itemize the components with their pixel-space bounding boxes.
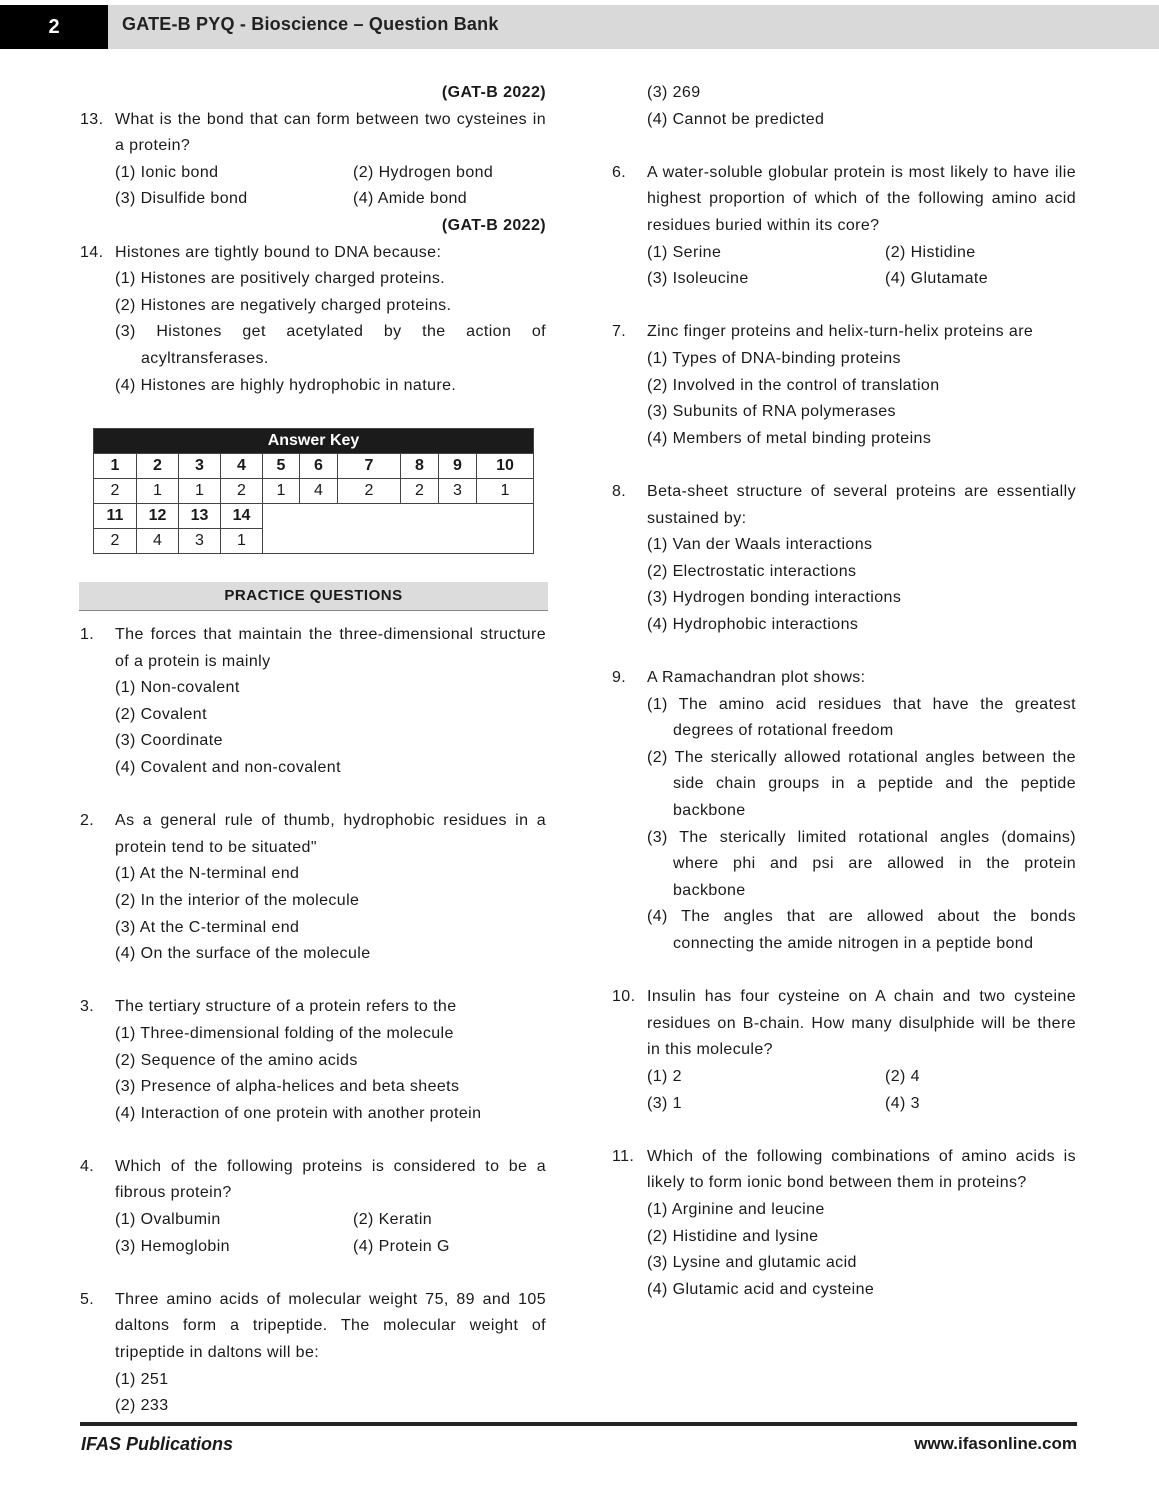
option: (3) Histones get acetylated by the action of acyltransferases. [115,323,546,367]
exam-source: (GAT-B 2022) [441,84,546,101]
options-grid [612,1064,1076,1117]
question-text: Which of the following combinations of amino acids is likely to form ionic bond between them in proteins? [647,1147,1076,1192]
option: (2) Hydrogen bond [353,163,494,181]
option: (2) 4 [885,1067,920,1085]
question-6 [612,160,1076,240]
key-answer: 2 [221,479,263,504]
option: (4) Members of metal binding proteins [647,429,932,447]
option: (4) Glutamic acid and cysteine [647,1280,875,1298]
footer-divider [80,1422,1077,1426]
question-text: The tertiary structure of a protein refers to the [115,998,457,1016]
option: (2) Sequence of the amino acids [115,1051,358,1069]
question-1 [80,622,546,675]
question-4 [80,1154,546,1207]
practice-questions-heading: PRACTICE QUESTIONS [79,582,548,611]
question-number: 1. [80,626,95,643]
option: (1) Van der Waals interactions [647,536,873,554]
key-question: 7 [338,454,401,479]
option: (3) 269 [647,84,701,101]
option: (2) Involved in the control of translation [647,376,940,394]
option: (3) Presence of alpha-helices and beta sheets [115,1078,460,1096]
key-question: 1 [94,454,137,479]
option: (2) The sterically allowed rotational angles between the side chain groups in a peptide and the peptide backbone [647,748,1076,820]
option: (1) Types of DNA-binding proteins [647,349,901,367]
question-10 [612,984,1076,1064]
option: (3) Disulfide bond [115,190,248,208]
question-number: 7. [612,323,627,341]
question-number: 5. [80,1290,95,1308]
page-title: GATE-B PYQ - Bioscience – Question Bank [122,14,499,34]
option: (3) Coordinate [115,732,223,750]
question-2 [80,808,546,861]
option: (1) Arginine and leucine [647,1200,825,1218]
key-answer: 4 [300,479,338,504]
option: (1) Serine [647,243,722,261]
key-answer: 1 [137,479,179,504]
question-text: What is the bond that can form between two cysteines in a protein? [115,110,546,155]
option: (1) The amino acid residues that have the greatest degrees of rotational freedom [647,695,1076,740]
question-text: The forces that maintain the three-dimensional structure of a protein is mainly [115,626,546,670]
option: (1) 251 [115,1370,169,1388]
option: (2) Covalent [115,705,207,723]
page-number: 2 [0,5,108,49]
question-text: Which of the following proteins is considered to be a fibrous protein? [115,1157,546,1202]
question-number: 10. [612,988,636,1006]
exam-source: (GAT-B 2022) [441,216,546,234]
footer-publisher: IFAS Publications [81,1434,234,1454]
option: (4) The angles that are allowed about the bonds connecting the amide nitrogen in a peptide bond [647,908,1076,952]
option: (2) Histidine and lysine [647,1227,819,1245]
key-answer: 1 [263,479,300,504]
option: (3) Isoleucine [647,270,749,288]
option: (3) 1 [647,1094,682,1112]
answer-key-question-row [94,454,534,479]
key-answer: 2 [94,479,137,504]
key-answer: 2 [94,529,137,554]
answer-key-title: Answer Key [94,429,534,454]
question-number: 2. [80,812,95,830]
option: (4) Protein G [353,1237,450,1255]
key-answer: 1 [179,479,221,504]
option: (4) On the surface of the molecule [115,945,371,963]
option: (2) Keratin [353,1211,433,1229]
option: (2) In the interior of the molecule [115,891,360,909]
key-question: 5 [263,454,300,479]
option: (2) Electrostatic interactions [647,562,857,580]
key-question: 8 [401,454,439,479]
footer-website: www.ifasonline.com [914,1434,1077,1453]
question-text: Histones are tightly bound to DNA because: [115,243,442,261]
question-number: 6. [612,163,627,181]
option: (4) 3 [885,1094,920,1112]
option: (1) Three-dimensional folding of the molecule [115,1024,454,1042]
left-practice-block [80,622,546,1420]
option: (2) Histidine [885,243,976,261]
key-answer: 3 [439,479,477,504]
option: (1) Non-covalent [115,679,240,697]
answer-key-answer-row [94,479,534,504]
question-14 [80,240,546,267]
option: (1) 2 [647,1067,682,1085]
question-3 [80,994,546,1021]
left-top-block [80,80,546,399]
key-question: 11 [94,504,137,529]
key-answer: 4 [137,529,179,554]
key-question: 6 [300,454,338,479]
key-question: 13 [179,504,221,529]
options-grid [612,240,1076,293]
option: (3) Lysine and glutamic acid [647,1254,857,1272]
key-answer: 2 [338,479,401,504]
right-practice-block [612,80,1076,1303]
option: (3) Subunits of RNA polymerases [647,403,896,421]
empty-cell [263,504,534,554]
option: (2) Histones are negatively charged proteins. [115,296,452,314]
question-text: Insulin has four cysteine on A chain and two cysteine residues on B-chain. How many disulphide will be there in this molecule? [647,988,1076,1059]
key-question: 9 [439,454,477,479]
question-text: Three amino acids of molecular weight 75, 89 and 105 daltons form a tripeptide. The molecular weight of tripeptide in daltons will be: [115,1290,546,1362]
option: (4) Hydrophobic interactions [647,615,859,633]
question-number: 11. [612,1147,635,1165]
answer-key-question-row [94,504,534,529]
question-7 [612,319,1076,346]
question-number: 4. [80,1157,95,1175]
key-answer: 2 [401,479,439,504]
option: (4) Histones are highly hydrophobic in nature. [115,376,457,394]
option: (3) Hemoglobin [115,1237,230,1255]
option: (1) At the N-terminal end [115,865,300,883]
answer-key-table [93,428,534,554]
key-question: 2 [137,454,179,479]
option: (1) Ionic bond [115,163,219,181]
question-5 [80,1287,546,1367]
key-question: 4 [221,454,263,479]
option: (4) Amide bond [353,190,468,208]
key-answer: 3 [179,529,221,554]
question-11 [612,1144,1076,1197]
question-text: Beta-sheet structure of several proteins are essentially sustained by: [647,482,1076,527]
option: (4) Covalent and non-covalent [115,758,341,776]
option: (4) Glutamate [885,270,989,288]
question-number: 3. [80,998,95,1016]
question-13 [80,107,546,160]
question-9 [612,665,1076,692]
question-text: A Ramachandran plot shows: [647,669,866,687]
option: (3) At the C-terminal end [115,918,300,936]
question-text: A water-soluble globular protein is most likely to have ilie highest proportion of which of the following amino acid residues buried within its core? [647,163,1076,234]
options-grid [80,160,546,213]
option: (2) 233 [115,1397,169,1415]
question-number: 13. [80,110,104,128]
question-number: 8. [612,482,627,500]
key-question: 12 [137,504,179,529]
option: (1) Histones are positively charged proteins. [115,270,446,288]
option: (1) Ovalbumin [115,1211,221,1229]
question-text: Zinc finger proteins and helix-turn-helix proteins are [647,323,1034,341]
question-number: 9. [612,669,627,687]
option: (3) The sterically limited rotational angles (domains) where phi and psi are allowed in the protein backbone [647,828,1076,899]
key-answer: 1 [477,479,534,504]
question-8 [612,479,1076,532]
key-answer: 1 [221,529,263,554]
question-text: As a general rule of thumb, hydrophobic residues in a protein tend to be situated" [115,812,546,856]
options-grid [80,1207,546,1260]
option: (3) Hydrogen bonding interactions [647,589,902,607]
key-question: 3 [179,454,221,479]
key-question: 14 [221,504,263,529]
option: (4) Interaction of one protein with another protein [115,1104,482,1122]
option: (4) Cannot be predicted [647,110,825,128]
question-number: 14. [80,243,104,261]
key-question: 10 [477,454,534,479]
